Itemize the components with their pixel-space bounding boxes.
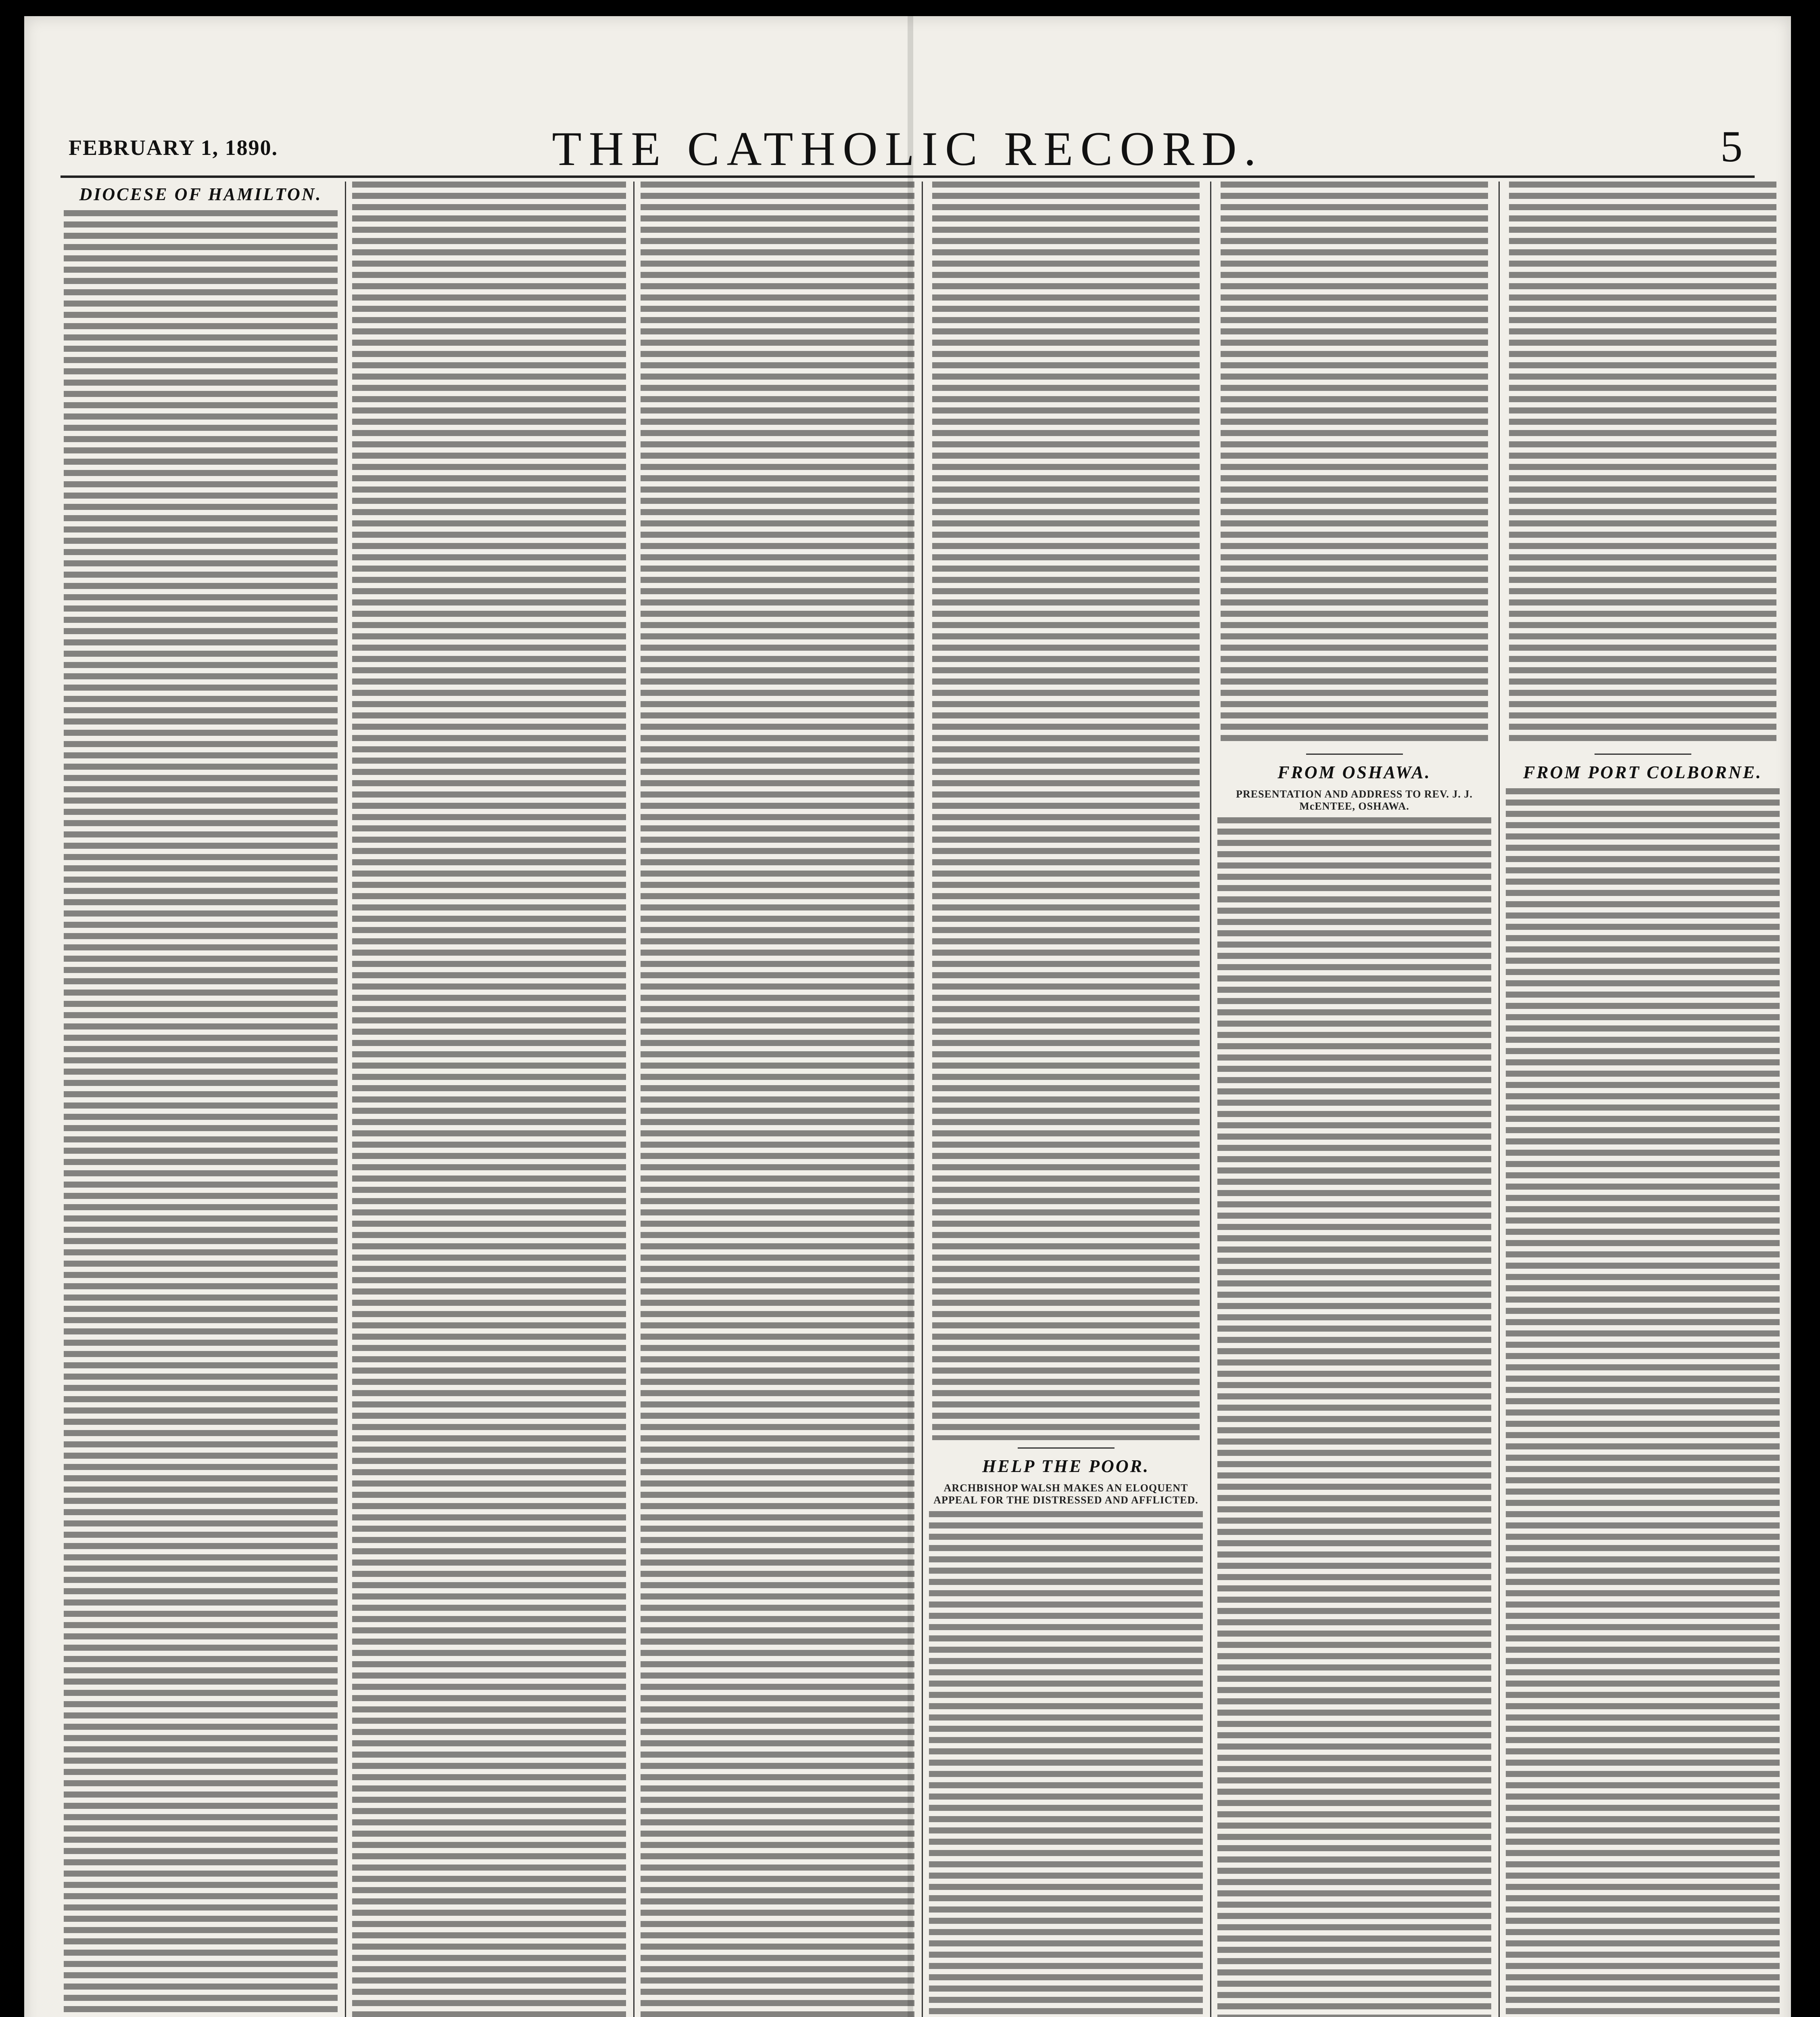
column-divider [1499, 182, 1500, 2017]
column-3-body-text [641, 182, 914, 2017]
section-rule [1595, 754, 1691, 755]
page-number: 5 [1720, 122, 1743, 171]
section-rule [1306, 754, 1403, 755]
column-5-body-text [1217, 817, 1491, 2017]
column-2-body-text [352, 182, 626, 2017]
column-4-heading: HELP THE POOR. [982, 1456, 1150, 1476]
column-divider [345, 182, 346, 2017]
issue-date: FEBRUARY 1, 1890. [69, 136, 278, 160]
column-6-body-text [1506, 788, 1780, 2017]
column-2 [349, 182, 629, 2017]
paper-fold-shadow [908, 16, 913, 2017]
section-rule [1018, 1447, 1115, 1449]
column-6-body-text-top [1509, 182, 1776, 746]
column-1 [61, 182, 341, 2017]
column-4-body-text-top [932, 182, 1200, 1440]
column-5-subheading: PRESENTATION AND ADDRESS TO REV. J. J. McENTEE, OSHAWA. [1236, 788, 1473, 812]
newspaper-page [24, 16, 1791, 2017]
column-5-body-text-top [1221, 182, 1488, 746]
column-1-heading: DIOCESE OF HAMILTON. [79, 184, 322, 204]
column-6 [1503, 182, 1783, 2017]
column-4-body-text [929, 1511, 1203, 2017]
column-4-subheading: ARCHBISHOP WALSH MAKES AN ELOQUENT APPEAL FOR THE DISTRESSED AND AFFLICTED. [933, 1482, 1198, 1506]
column-1-body-text [64, 210, 338, 2017]
column-3 [637, 182, 918, 2017]
column-divider [633, 182, 634, 2017]
column-divider [922, 182, 923, 2017]
column-divider [1210, 182, 1211, 2017]
newspaper-title: THE CATHOLIC RECORD. [552, 122, 1263, 175]
column-5-heading: FROM OSHAWA. [1277, 762, 1431, 782]
column-5 [1214, 182, 1494, 2017]
column-6-heading: FROM PORT COLBORNE. [1523, 762, 1763, 782]
column-4 [926, 182, 1206, 2017]
